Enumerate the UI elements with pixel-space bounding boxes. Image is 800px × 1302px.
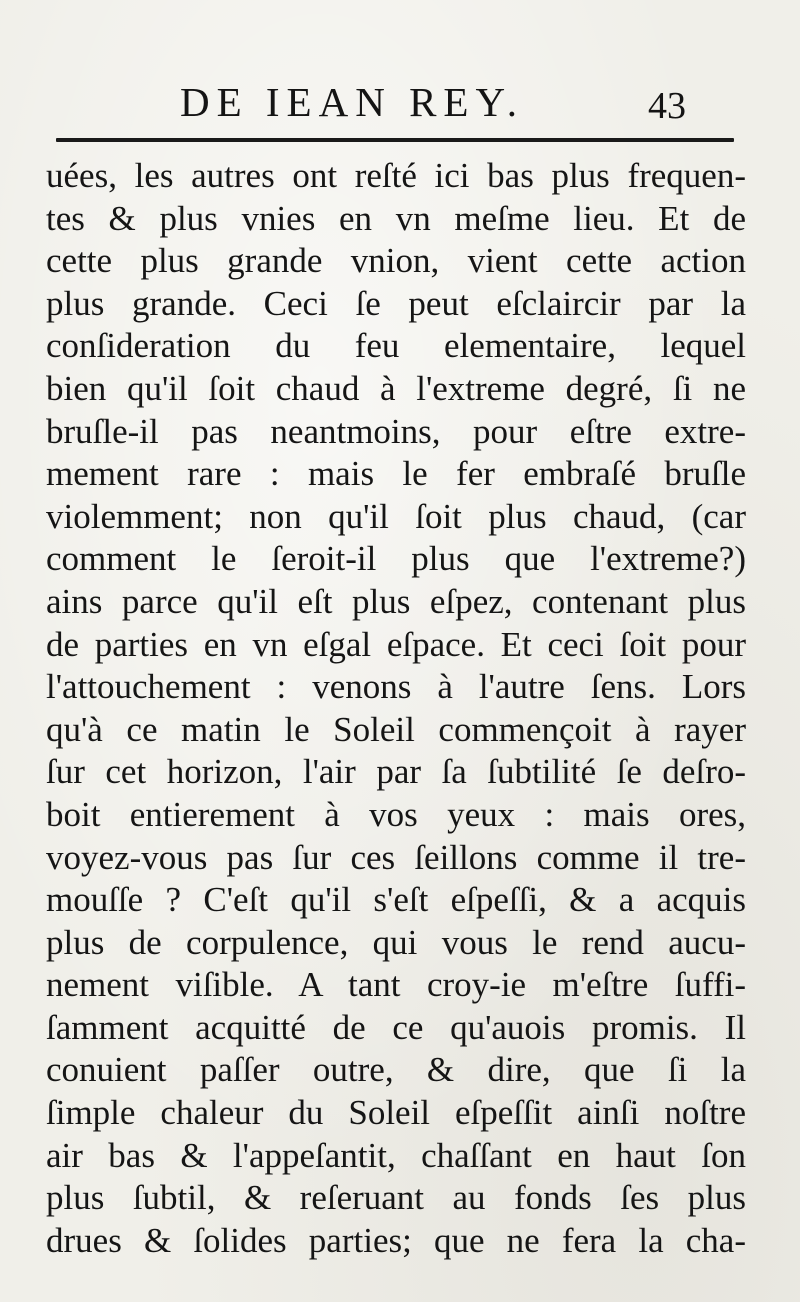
- text-line: voyez-vous pas ſur ces ſeillons comme il tre-: [46, 837, 746, 877]
- text-line: ſimple chaleur du Soleil eſpeſſit ainſi noſtre: [46, 1093, 746, 1133]
- text-line: plus ſubtil, & reſeruant au fonds ſes plus: [46, 1178, 746, 1218]
- text-line: conuient paſſer outre, & dire, que ſi la: [46, 1050, 746, 1090]
- body-text: [46, 155, 746, 1262]
- text-line: tes & plus vnies en vn meſme lieu. Et de: [46, 198, 746, 238]
- text-line: ſamment acquitté de ce qu'auois promis. Il: [46, 1007, 746, 1047]
- header-rule: [56, 138, 734, 142]
- text-line: boit entierement à vos yeux : mais ores,: [46, 794, 746, 834]
- text-line: plus grande. Ceci ſe peut eſclaircir par la: [46, 283, 746, 323]
- text-line: drues & ſolides parties; que ne fera la cha-: [46, 1220, 746, 1260]
- running-title: DE IEAN REY.: [180, 79, 525, 125]
- text-line: air bas & l'appeſantit, chaſſant en haut ſon: [46, 1135, 746, 1175]
- text-line: bruſle-il pas neantmoins, pour eſtre extre-: [46, 411, 746, 451]
- text-line: ſur cet horizon, l'air par ſa ſubtilité ſe deſro-: [46, 752, 746, 792]
- text-line: conſideration du feu elementaire, lequel: [46, 326, 746, 366]
- text-line: mement rare : mais le fer embraſé bruſle: [46, 454, 746, 494]
- text-line: de parties en vn eſgal eſpace. Et ceci ſoit pour: [46, 624, 746, 664]
- page-number: 43: [648, 85, 686, 127]
- text-line: bien qu'il ſoit chaud à l'extreme degré, ſi ne: [46, 368, 746, 408]
- text-line: l'attouchement : venons à l'autre ſens. Lors: [46, 667, 746, 707]
- text-line: ains parce qu'il eſt plus eſpez, contenant plus: [46, 581, 746, 621]
- text-line: nement viſible. A tant croy-ie m'eſtre ſuffi-: [46, 965, 746, 1005]
- text-line: cette plus grande vnion, vient cette action: [46, 241, 746, 281]
- text-line: plus de corpulence, qui vous le rend aucu-: [46, 922, 746, 962]
- text-line: qu'à ce matin le Soleil commençoit à rayer: [46, 709, 746, 749]
- text-line: comment le ſeroit-il plus que l'extreme?): [46, 539, 746, 579]
- text-line: uées, les autres ont reſté ici bas plus frequen-: [46, 156, 746, 195]
- text-line: violemment; non qu'il ſoit plus chaud, (car: [46, 496, 746, 536]
- text-line: mouſſe ? C'eſt qu'il s'eſt eſpeſſi, & a acquis: [46, 880, 746, 920]
